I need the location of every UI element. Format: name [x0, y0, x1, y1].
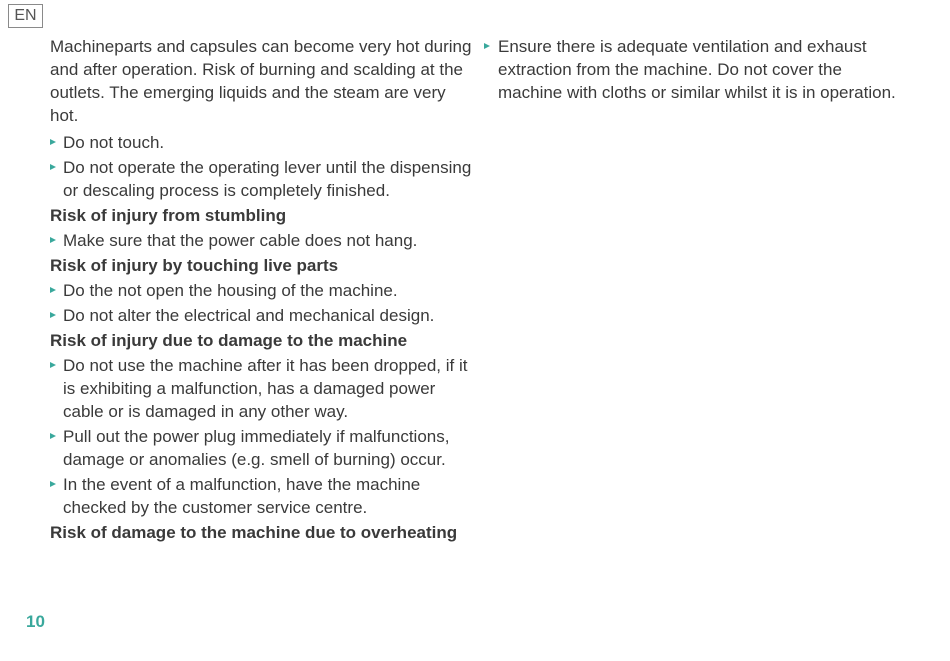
section-heading: Risk of damage to the machine due to overheating: [50, 523, 458, 542]
bullet-item: [484, 35, 904, 104]
bullet-triangle-icon: [50, 481, 56, 487]
bullet-triangle-icon: [50, 433, 56, 439]
bullet-text: Do not operate the operating lever until the dispensing or descaling process is completely finished.: [63, 158, 472, 200]
bullet-item: [50, 279, 475, 302]
bullet-triangle-icon: [50, 287, 56, 293]
bullet-text: Do the not open the housing of the machine.: [63, 281, 398, 300]
bullet-text: Ensure there is adequate ventilation and exhaust extraction from the machine. Do not cover the machine with cloths or similar whilst it is in operation.: [498, 37, 896, 102]
page-number: 10: [26, 612, 45, 631]
bullet-text: Make sure that the power cable does not hang.: [63, 231, 418, 250]
bullet-text: Do not use the machine after it has been dropped, if it is exhibiting a malfunction, has a damaged power cable or is damaged in any other way.: [63, 356, 468, 421]
bullet-item: [50, 229, 475, 252]
bullet-text: Do not alter the electrical and mechanical design.: [63, 306, 435, 325]
bullet-text: In the event of a malfunction, have the machine checked by the customer service centre.: [63, 475, 421, 517]
bullet-text: Do not touch.: [63, 133, 165, 152]
bullet-item: [50, 354, 475, 423]
intro-paragraph: Machineparts and capsules can become very hot during and after operation. Risk of burning and scalding at the outlets. The emerging liquids and the steam are very hot.: [50, 37, 472, 125]
bullet-text: Pull out the power plug immediately if malfunctions, damage or anomalies (e.g. smell of burning) occur.: [63, 427, 450, 469]
bullet-triangle-icon: [50, 312, 56, 318]
right-column: [484, 35, 904, 106]
bullet-triangle-icon: [50, 237, 56, 243]
bullet-item: [50, 156, 475, 202]
bullet-item: [50, 425, 475, 471]
left-column: [50, 35, 475, 546]
section-heading: Risk of injury by touching live parts: [50, 256, 339, 275]
bullet-item: [50, 304, 475, 327]
language-badge: EN: [8, 4, 43, 28]
section-heading: Risk of injury due to damage to the machine: [50, 331, 408, 350]
bullet-triangle-icon: [50, 164, 56, 170]
bullet-triangle-icon: [50, 139, 56, 145]
bullet-item: [50, 131, 475, 154]
bullet-triangle-icon: [484, 43, 490, 49]
bullet-item: [50, 473, 475, 519]
bullet-triangle-icon: [50, 362, 56, 368]
section-heading: Risk of injury from stumbling: [50, 206, 287, 225]
